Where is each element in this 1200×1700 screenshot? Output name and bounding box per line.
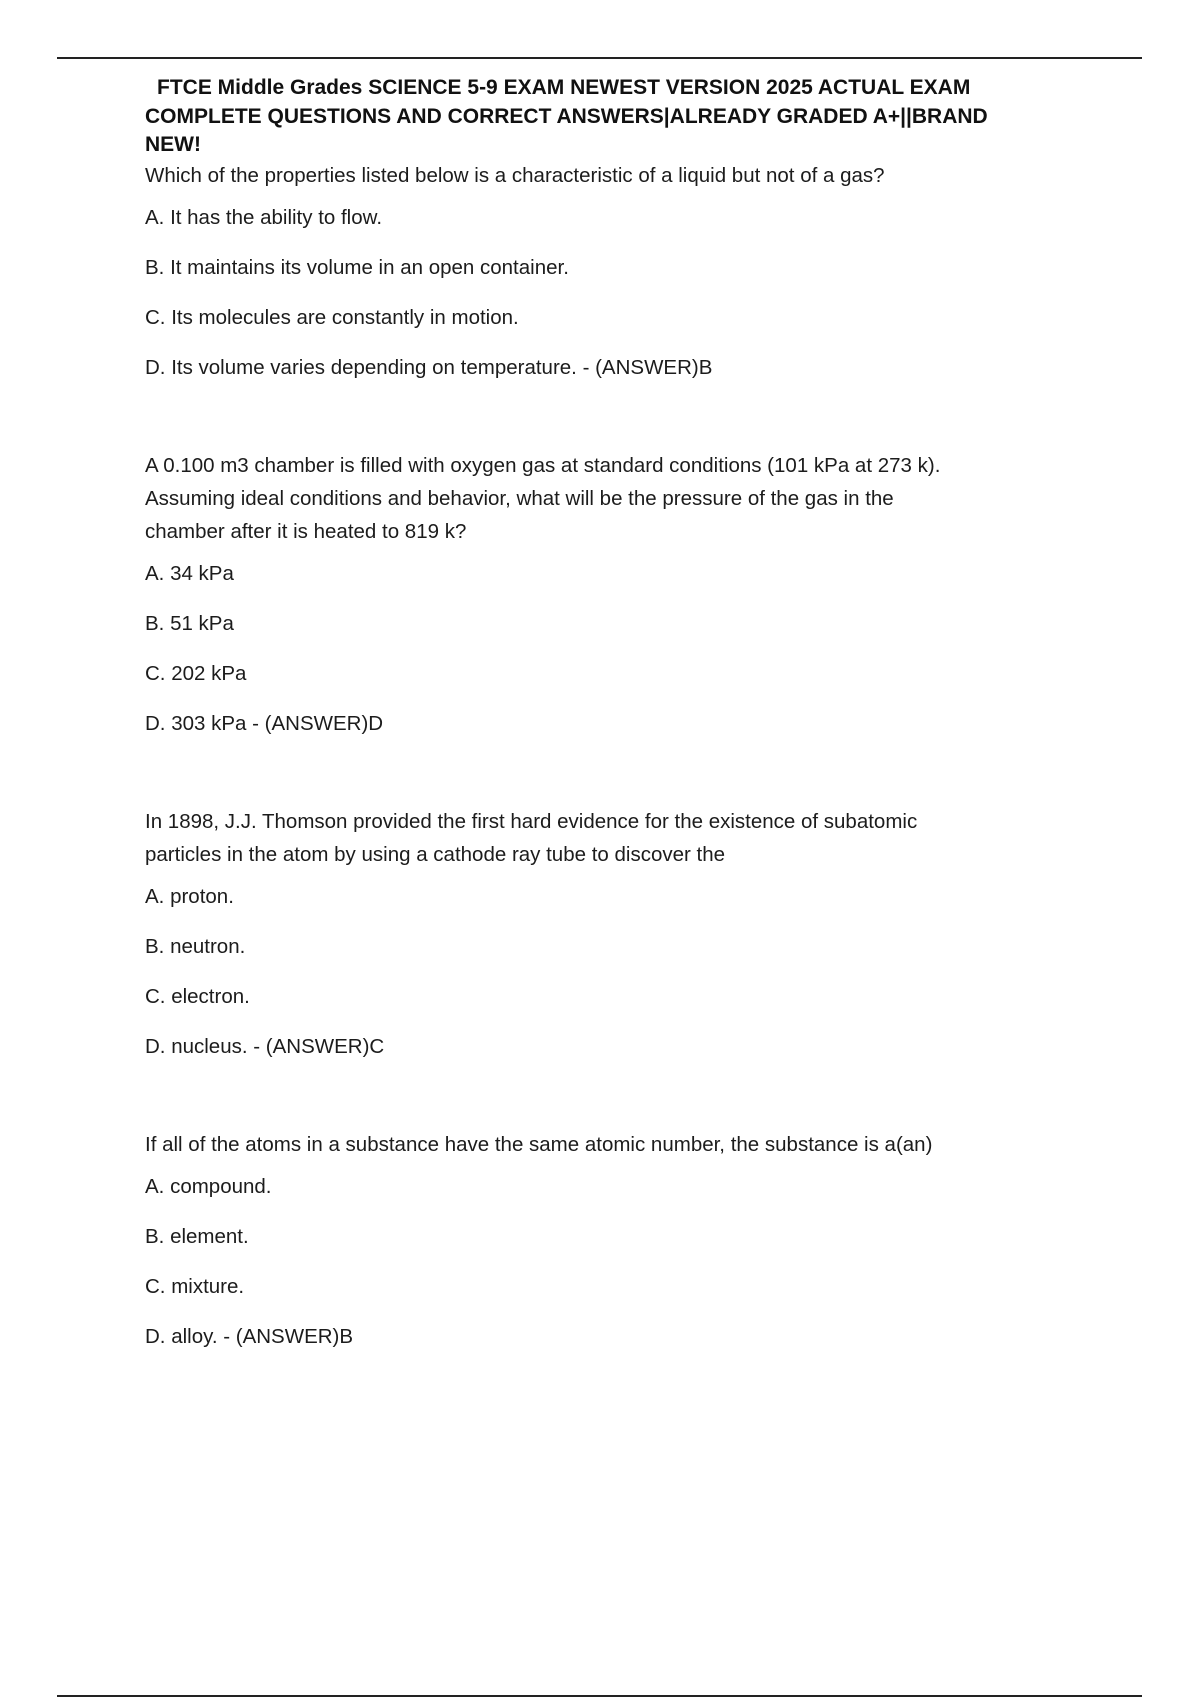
- question-text: [145, 449, 1045, 548]
- question-text: [145, 805, 1045, 871]
- title-line: NEW!: [145, 133, 201, 156]
- answer-option: A. compound.: [145, 1174, 272, 1198]
- question-3: [145, 805, 1045, 1059]
- answer-option: D. alloy. - (ANSWER)B: [145, 1324, 354, 1348]
- question-line: chamber after it is heated to 819 k?: [145, 519, 467, 543]
- question-line: particles in the atom by using a cathode ray tube to discover the: [145, 842, 726, 866]
- top-rule: [57, 57, 1142, 59]
- question-line: A 0.100 m3 chamber is filled with oxygen gas at standard conditions (101 kPa at 273 k).: [145, 453, 941, 477]
- answer-option: A. It has the ability to flow.: [145, 205, 383, 229]
- answer-option: C. electron.: [145, 984, 250, 1008]
- answer-option: B. It maintains its volume in an open container.: [145, 255, 569, 279]
- question-line: In 1898, J.J. Thomson provided the first hard evidence for the existence of subatomic: [145, 809, 918, 833]
- answer-option: B. 51 kPa: [145, 611, 234, 635]
- question-4: [145, 1128, 1045, 1349]
- answer-option: D. nucleus. - (ANSWER)C: [145, 1034, 385, 1058]
- question-gap: [145, 1059, 1045, 1128]
- answer-option: D. Its volume varies depending on temperature. - (ANSWER)B: [145, 355, 713, 379]
- answer-option: C. Its molecules are constantly in motion.: [145, 305, 519, 329]
- answer-option: B. neutron.: [145, 934, 246, 958]
- answer-option: D. 303 kPa - (ANSWER)D: [145, 711, 384, 735]
- answer-option: C. mixture.: [145, 1274, 245, 1298]
- answer-option: C. 202 kPa: [145, 661, 247, 685]
- question-1: [145, 159, 1045, 380]
- answer-option: A. 34 kPa: [145, 561, 234, 585]
- question-gap: [145, 736, 1045, 805]
- bottom-rule: [57, 1695, 1142, 1697]
- question-text: [145, 159, 1045, 192]
- title-line: FTCE Middle Grades SCIENCE 5-9 EXAM NEWEST VERSION 2025 ACTUAL EXAM: [157, 76, 971, 99]
- question-2: [145, 449, 1045, 736]
- answer-option: A. proton.: [145, 884, 234, 908]
- document-body: [145, 74, 1045, 1349]
- answer-option: B. element.: [145, 1224, 249, 1248]
- question-gap: [145, 380, 1045, 449]
- question-line: Assuming ideal conditions and behavior, what will be the pressure of the gas in the: [145, 486, 894, 510]
- document-title: [145, 74, 1045, 160]
- title-line: COMPLETE QUESTIONS AND CORRECT ANSWERS|ALREADY GRADED A+||BRAND: [145, 104, 988, 128]
- question-line: Which of the properties listed below is a characteristic of a liquid but not of a gas?: [145, 163, 885, 187]
- question-text: [145, 1128, 1045, 1161]
- question-line: If all of the atoms in a substance have the same atomic number, the substance is a(an): [145, 1132, 933, 1156]
